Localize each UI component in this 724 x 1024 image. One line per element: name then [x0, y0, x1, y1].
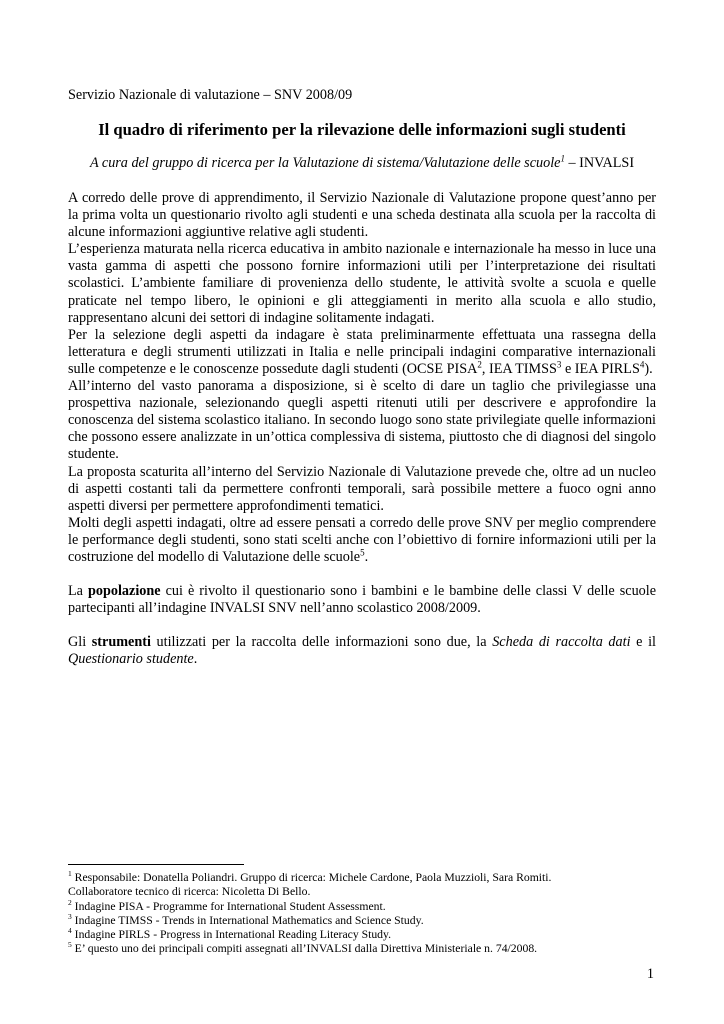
document-title: Il quadro di riferimento per la rilevazione delle informazioni sugli studenti	[98, 120, 626, 139]
term-scheda: Scheda di raccolta dati	[492, 634, 631, 651]
footnote-1-continued: Collaboratore tecnico di ricerca: Nicoletta Di Bello.	[68, 885, 311, 899]
footnote-ref-4[interactable]: 4	[639, 359, 645, 370]
document-subtitle	[68, 155, 656, 172]
footnote-ref-3[interactable]: 3	[556, 359, 562, 370]
paragraph-proposal: La proposta scaturita all’interno del Servizio Nazionale di Valutazione prevede che, oltre ad un nucleo di aspetti costanti tali da permettere confronti temporali, sarà possibile mettere a fuoco ogni anno aspetti diversi per permettere approfondimenti tematici.	[68, 463, 656, 514]
footnote-2: $^2$ Indagine PISA - Programme for International Student Assessment.	[68, 897, 386, 913]
page-number: 1	[646, 966, 654, 982]
paragraph-intro: A corredo delle prove di apprendimento, il Servizio Nazionale di Valutazione propone quest’anno per la prima volta un questionario rivolto agli studenti e una scheda destinata alla scuola per la raccolta di alcune informazioni aggiuntive relative agli studenti.	[68, 190, 656, 241]
term-strumenti: strumenti	[91, 634, 151, 651]
footnote-3: $^3$ Indagine TIMSS - Trends in International Mathematics and Science Study.	[68, 912, 424, 927]
footnote-separator	[68, 864, 244, 865]
paragraph-aspects: Molti degli aspetti indagati, oltre ad essere pensati a corredo delle prove SNV per meglio comprendere le performance degli studenti, sono stati scelti anche con l’obiettivo di fornire informazioni utili per la costruzione del modello di Valutazione delle scuole$^5$.	[68, 514, 656, 565]
term-popolazione: popolazione	[88, 583, 161, 600]
footnote-4: $^4$ Indagine PIRLS - Progress in International Reading Literacy Study.	[68, 926, 392, 942]
paragraph-population: La popolazione cui è rivolto il questionario sono i bambini e le bambine delle classi V delle scuole partecipanti all’indagine INVALSI SNV nell’anno scolastico 2008/2009.	[68, 583, 657, 617]
subtitle-text: A cura del gruppo di ricerca per la Valutazione di sistema/Valutazione delle scuole	[89, 155, 561, 171]
paragraph-perspective: All’interno del vasto panorama a disposizione, si è scelto di dare un taglio che privilegiasse una prospettiva nazionale, selezionando quegli aspetti ritenuti utili per descrivere e approfondire la conoscenza del sistema scolastico italiano. In secondo luogo sono state privilegiate quelle informazioni che possono essere analizzate in un’ottica complessiva di sistema, piuttosto che di diagnosi del singolo studente.	[68, 378, 656, 463]
subtitle-suffix: – INVALSI	[564, 155, 635, 171]
term-questionario: Questionario studente	[68, 651, 194, 668]
paragraph-selection: Per la selezione degli aspetti da indagare è stata preliminarmente effettuata una rassegna della letteratura e degli strumenti utilizzati in Italia e nelle principali indagini comparative internazionali sulle competenze e le conoscenze possedute dagli studenti (OCSE PISA$^2$, IEA TIMSS$^3$ e IEA PIRLS$^4$).	[68, 326, 656, 377]
footnote-1: $^1$ Responsabile: Donatella Poliandri. Gruppo di ricerca: Michele Cardone, Paola Muzzioli, Sara Romiti.	[68, 869, 552, 884]
footnote-5: $^5$ E’ questo uno dei principali compiti assegnati all’INVALSI dalla Direttiva Ministeriale n. 74/2008.	[68, 940, 538, 956]
document-body	[68, 190, 656, 668]
footnote-ref-2[interactable]: 2	[477, 359, 482, 370]
footnote-ref-5[interactable]: 5	[360, 547, 365, 558]
footnotes	[68, 871, 656, 957]
paragraph-instruments: Gli strumenti utilizzati per la raccolta delle informazioni sono due, la Scheda di raccolta dati e il Questionario studente.	[68, 634, 656, 668]
document-header: Servizio Nazionale di valutazione – SNV 2008/09	[68, 87, 353, 103]
paragraph-experience: L’esperienza maturata nella ricerca educativa in ambito nazionale e internazionale ha messo in luce una vasta gamma di aspetti che possono fornire informazioni utili per l’interpretazione dei risultati scolastici. L’ambiente familiare di provenienza dello studente, le attività svolte a scuola e quelle praticate nel tempo libero, le opinioni e gli atteggiamenti in merito alla scuola e allo studio, rappresentano alcuni dei settori di indagine solitamente indagati.	[68, 241, 656, 326]
footnote-ref-1[interactable]: 1	[560, 153, 565, 164]
